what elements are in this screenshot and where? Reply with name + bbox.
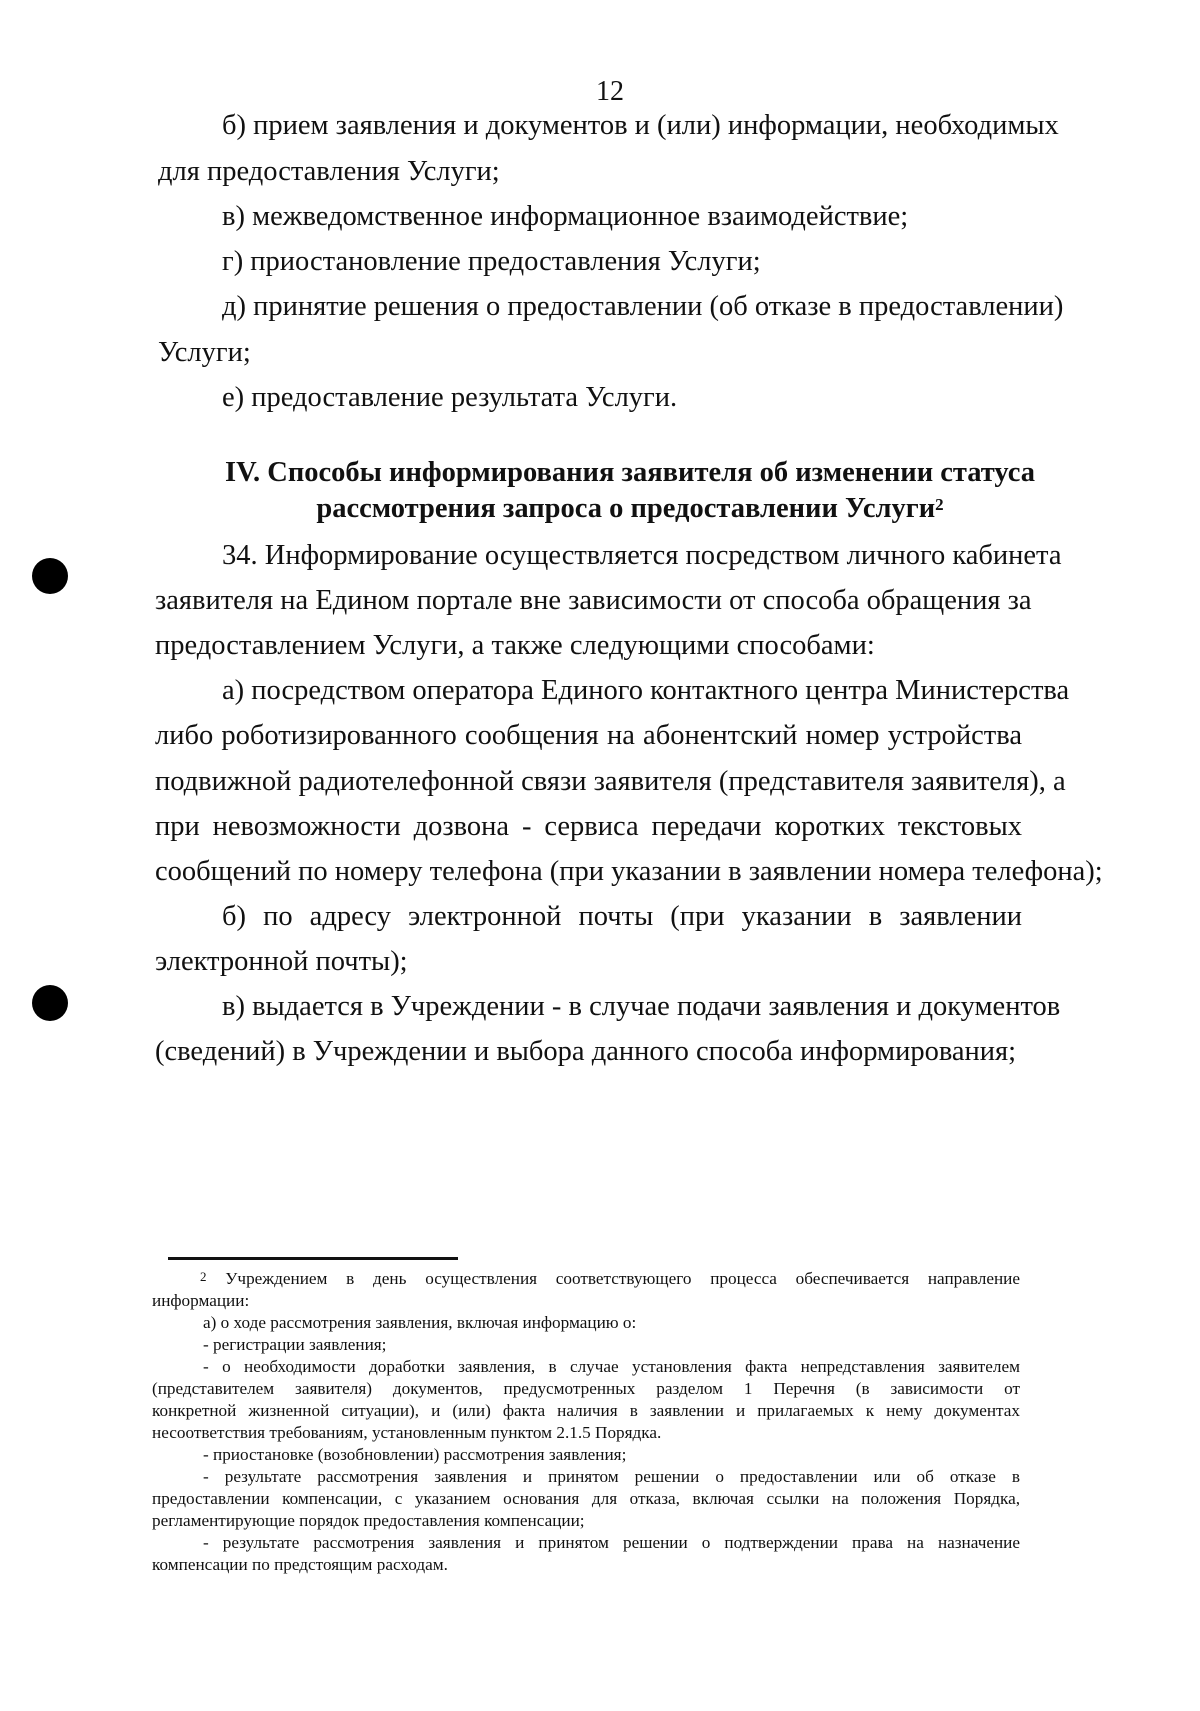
footnote-separator <box>168 1257 458 1260</box>
paragraph-v-line2: (сведений) в Учреждении и выбора данного способа информирования; <box>155 1036 1017 1067</box>
footnote-line2: информации: <box>152 1291 250 1310</box>
list-item-d-line1: д) принятие решения о предоставлении (об отказе в предоставлении) <box>222 291 1064 322</box>
footnote-mark: 2 <box>200 1269 207 1284</box>
footnote-line1 <box>200 1268 1020 1290</box>
footnote-line11: предоставлении компенсации, с указанием основания для отказа, включая ссылки на положения Порядка, <box>152 1489 1020 1508</box>
paragraph-b-line1: б) по адресу электронной почты (при указании в заявлении <box>222 901 1022 932</box>
section-heading-line2-text: рассмотрения запроса о предоставлении Услуги <box>316 493 936 524</box>
paragraph-b-line2: электронной почты); <box>155 946 408 977</box>
footnote-line9: - приостановке (возобновлении) рассмотрения заявления; <box>203 1445 627 1464</box>
paragraph-34-line1: 34. Информирование осуществляется посредством личного кабинета <box>222 540 1062 571</box>
list-item-b-line1: б) прием заявления и документов и (или) информации, необходимых <box>222 110 1059 141</box>
footnote-line7: конкретной жизненной ситуации), и (или) факта наличия в заявлении и прилагаемых к нему документах <box>152 1401 1020 1420</box>
paragraph-34-line3: предоставлением Услуги, а также следующими способами: <box>155 630 875 661</box>
footnote-line14: компенсации по предстоящим расходам. <box>152 1555 448 1574</box>
footnote-line12: регламентирующие порядок предоставления компенсации; <box>152 1511 585 1530</box>
footnote-line3: а) о ходе рассмотрения заявления, включая информацию о: <box>203 1313 637 1332</box>
footnote-reference: 2 <box>935 495 944 514</box>
paragraph-v-line1: в) выдается в Учреждении - в случае подачи заявления и документов <box>222 991 1061 1022</box>
section-heading <box>160 455 1100 527</box>
section-heading-line2 <box>160 491 1100 527</box>
list-item-b-line2: для предоставления Услуги; <box>158 156 500 187</box>
paragraph-34-line2: заявителя на Едином портале вне зависимости от способа обращения за <box>155 585 1032 616</box>
binder-hole-top <box>32 558 68 594</box>
paragraph-a-line5: сообщений по номеру телефона (при указании в заявлении номера телефона); <box>155 856 1103 887</box>
list-item-v: в) межведомственное информационное взаимодействие; <box>222 201 909 232</box>
list-item-d-line2: Услуги; <box>158 337 251 368</box>
paragraph-a-line1: а) посредством оператора Единого контактного центра Министерства <box>222 675 1070 706</box>
footnote-line6: (представителем заявителя) документов, предусмотренных разделом 1 Перечня (в зависимости от <box>152 1379 1020 1398</box>
list-item-g: г) приостановление предоставления Услуги; <box>222 246 761 277</box>
page-number: 12 <box>596 76 624 107</box>
footnote-line13: - результате рассмотрения заявления и принятом решении о подтверждении права на назначение <box>203 1533 1020 1552</box>
footnote-line1-text: Учреждением в день осуществления соответствующего процесса обеспечивается направление <box>225 1269 1021 1288</box>
paragraph-a-line3: подвижной радиотелефонной связи заявителя (представителя заявителя), а <box>155 766 1066 797</box>
section-heading-line1: IV. Способы информирования заявителя об изменении статуса <box>225 457 1035 488</box>
footnote-line4: - регистрации заявления; <box>203 1335 387 1354</box>
footnote-line10: - результате рассмотрения заявления и принятом решении о предоставлении или об отказе в <box>203 1467 1020 1486</box>
paragraph-a-line4: при невозможности дозвона - сервиса передачи коротких текстовых <box>155 811 1022 842</box>
footnote-line5: - о необходимости доработки заявления, в случае установления факта непредставления заявителем <box>203 1357 1020 1376</box>
footnote-line8: несоответствия требованиям, установленным пунктом 2.1.5 Порядка. <box>152 1423 662 1442</box>
list-item-e: е) предоставление результата Услуги. <box>222 382 678 413</box>
paragraph-a-line2: либо роботизированного сообщения на абонентский номер устройства <box>155 720 1022 751</box>
binder-hole-bottom <box>32 985 68 1021</box>
